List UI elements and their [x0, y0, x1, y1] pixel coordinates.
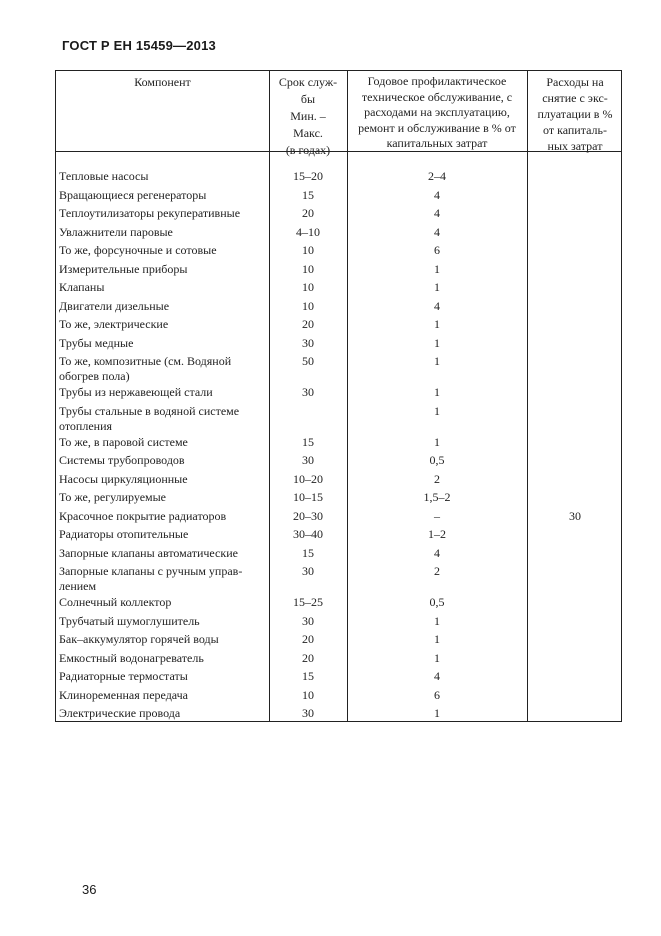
cell-service-life: 30 [302, 453, 314, 467]
cell-component: Бак–аккумулятор горячей воды [59, 632, 219, 646]
cell-maintenance: 1 [434, 335, 440, 350]
cell-component: То же, форсуночные и сотовые [59, 243, 217, 257]
cell-service-life: 30 [302, 335, 314, 350]
cell-component: Радиаторы отопительные [59, 527, 189, 541]
column-header-component: Компонент [134, 75, 191, 89]
cell-component: Системы трубопроводов [59, 453, 185, 467]
cell-component: Трубы медные [59, 335, 134, 350]
cell-maintenance: 6 [434, 243, 440, 257]
cell-service-life: 10 [302, 261, 314, 276]
cell-maintenance: 1 [434, 403, 440, 418]
cell-maintenance: 4 [434, 224, 440, 239]
table-row [56, 299, 623, 318]
cell-service-life: 15 [302, 434, 314, 449]
table-row [56, 614, 623, 633]
page-number: 36 [82, 882, 97, 897]
cell-maintenance: 4 [434, 206, 440, 220]
cell-service-life: 30–40 [293, 527, 323, 541]
cell-component: Трубчатый шумоглушитель [59, 613, 200, 628]
cell-component: Трубы из нержавеющей стали [59, 385, 213, 399]
cell-component: Вращающиеся регенераторы [59, 187, 207, 202]
cell-maintenance: 1 [434, 632, 440, 646]
cell-service-life: 15–20 [293, 169, 323, 183]
cell-component: Запорные клапаны автоматические [59, 545, 238, 560]
table-row [56, 595, 623, 614]
cell-maintenance: – [434, 508, 440, 523]
table-row [56, 354, 623, 385]
table-row [56, 435, 623, 454]
cell-service-life: 4–10 [296, 224, 320, 239]
cell-maintenance: 4 [434, 298, 440, 313]
table-row [56, 527, 623, 546]
cell-service-life: 15 [302, 669, 314, 683]
cell-maintenance: 2 [434, 564, 440, 578]
cell-service-life: 15–25 [293, 595, 323, 609]
cell-component: Клапаны [59, 280, 105, 294]
cell-component: Насосы циркуляционные [59, 471, 188, 486]
cell-service-life: 15 [302, 545, 314, 560]
cell-component: Солнечный коллектор [59, 595, 172, 609]
cell-maintenance: 1 [434, 261, 440, 276]
table-row [56, 385, 623, 404]
cell-component: Запорные клапаны с ручным управ- лением [59, 564, 243, 593]
cell-maintenance: 2–4 [428, 169, 446, 183]
cell-service-life: 20–30 [293, 508, 323, 523]
table-row [56, 688, 623, 707]
cell-component: Клиноременная передача [59, 687, 188, 702]
cell-service-life: 10 [302, 687, 314, 702]
cell-component: Теплоутилизаторы рекуперативные [59, 206, 241, 220]
components-table [55, 70, 622, 722]
cell-service-life: 10 [302, 298, 314, 313]
cell-service-life: 30 [302, 385, 314, 399]
cell-service-life: 10 [302, 280, 314, 294]
cell-service-life: 20 [302, 317, 314, 331]
cell-maintenance: 4 [434, 545, 440, 560]
cell-component: То же, электрические [59, 317, 169, 331]
cell-maintenance: 1 [434, 317, 440, 331]
cell-service-life: 30 [302, 564, 314, 578]
table-row [56, 169, 623, 188]
table-row [56, 188, 623, 207]
cell-component: То же, регулируемые [59, 490, 167, 504]
table-row [56, 669, 623, 688]
cell-decommission: 30 [569, 508, 581, 523]
cell-maintenance: 1 [434, 706, 440, 720]
cell-service-life: 20 [302, 632, 314, 646]
cell-component: Радиаторные термостаты [59, 669, 188, 683]
table-row [56, 280, 623, 299]
cell-maintenance: 0,5 [429, 453, 445, 467]
column-header-service-life: Срок служ- бы Мин. – Макс. (в годах) [278, 75, 338, 157]
cell-maintenance: 1–2 [428, 527, 446, 541]
table-row [56, 336, 623, 355]
table-row [56, 632, 623, 651]
cell-service-life: 10–20 [293, 471, 323, 486]
cell-component: Электрические провода [59, 706, 181, 720]
table-row [56, 509, 623, 528]
cell-component: Трубы стальные в водяной системе отопления [59, 403, 240, 433]
cell-maintenance: 1 [434, 434, 440, 449]
cell-component: Измерительные приборы [59, 261, 188, 276]
cell-maintenance: 4 [434, 187, 440, 202]
table-row [56, 651, 623, 670]
table-row [56, 317, 623, 336]
cell-service-life: 50 [302, 354, 314, 368]
table-row [56, 472, 623, 491]
cell-service-life: 15 [302, 187, 314, 202]
table-row [56, 706, 623, 725]
table-row [56, 564, 623, 595]
cell-service-life: 30 [302, 706, 314, 720]
cell-maintenance: 2 [434, 471, 440, 486]
table-row [56, 453, 623, 472]
cell-maintenance: 1 [434, 280, 440, 294]
cell-maintenance: 1 [434, 650, 440, 665]
table-row [56, 404, 623, 435]
document-title: ГОСТ Р ЕН 15459—2013 [62, 38, 216, 53]
table-row [56, 243, 623, 262]
table-row [56, 546, 623, 565]
cell-maintenance: 4 [434, 669, 440, 683]
table-body [56, 169, 623, 725]
column-header-maintenance: Годовое профилактическое техническое обслуживание, с расходами на эксплуатацию, ремонт и обслуживание в % от капитальных затрат [358, 74, 516, 150]
cell-component: Емкостный водонагреватель [59, 650, 204, 665]
table-row [56, 206, 623, 225]
column-header-decommission: Расходы на снятие с экс- плуатации в % от капиталь- ных затрат [537, 75, 613, 153]
cell-service-life: 10–15 [293, 490, 323, 504]
cell-component: Двигатели дизельные [59, 298, 170, 313]
cell-maintenance: 1 [434, 354, 440, 368]
cell-maintenance: 1 [434, 613, 440, 628]
table-row [56, 262, 623, 281]
cell-component: Красочное покрытие радиаторов [59, 508, 227, 523]
cell-service-life: 20 [302, 650, 314, 665]
cell-component: То же, в паровой системе [59, 434, 188, 449]
table-row [56, 490, 623, 509]
cell-service-life: 30 [302, 613, 314, 628]
cell-component: То же, композитные (см. Водяной обогрев пола) [59, 354, 232, 383]
cell-component: Увлажнители паровые [59, 224, 173, 239]
cell-service-life: 20 [302, 206, 314, 220]
table-row [56, 225, 623, 244]
cell-maintenance: 6 [434, 687, 440, 702]
cell-maintenance: 1 [434, 385, 440, 399]
cell-maintenance: 0,5 [429, 595, 445, 609]
cell-component: Тепловые насосы [59, 169, 149, 183]
cell-maintenance: 1,5–2 [423, 490, 451, 504]
cell-service-life: 10 [302, 243, 314, 257]
